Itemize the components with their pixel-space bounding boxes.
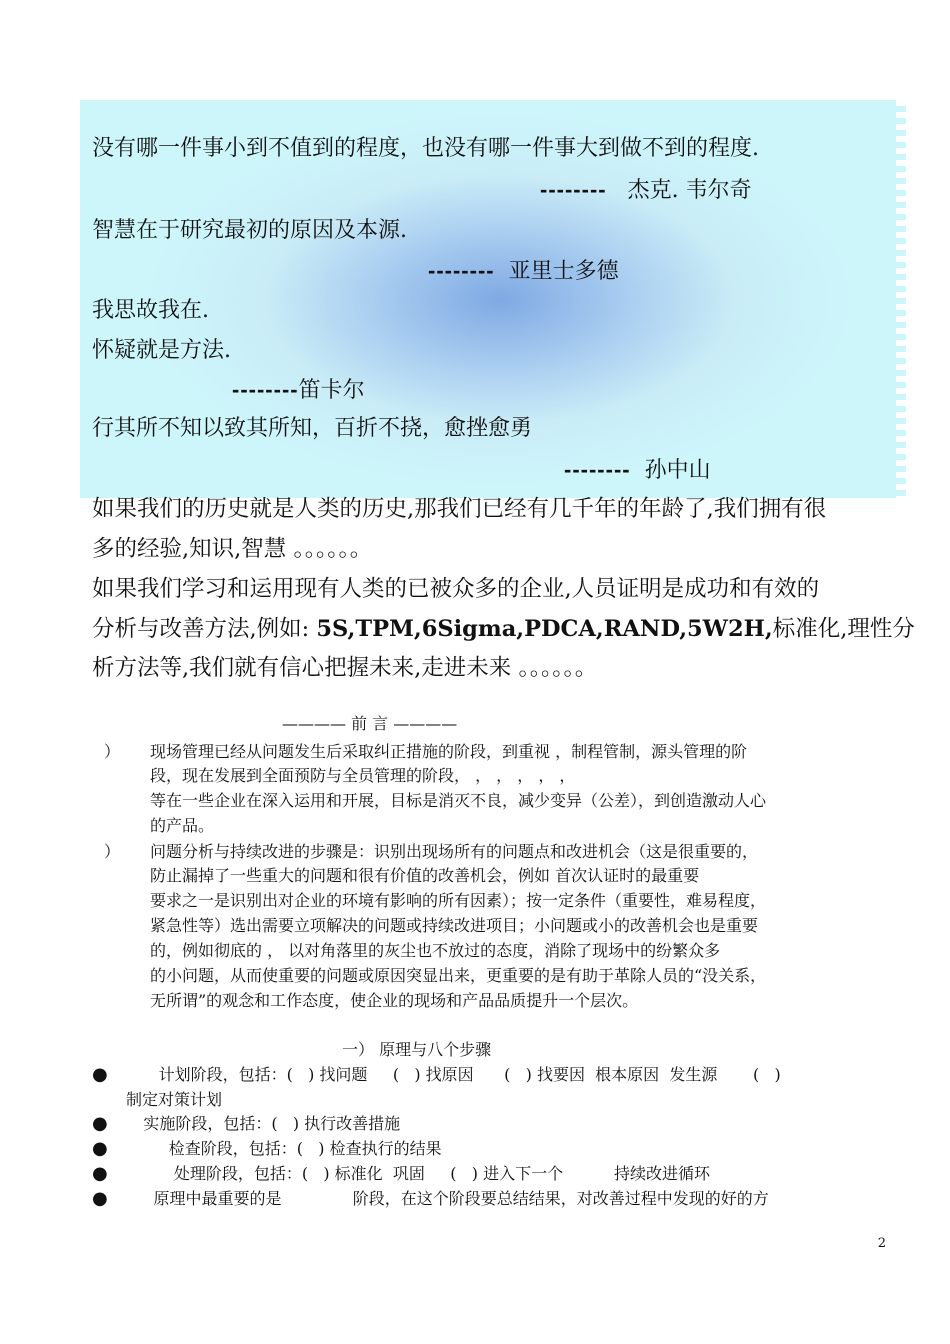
bullet-do: ● 实施阶段，包括：( ) 执行改善措施: [92, 1113, 401, 1134]
method-list: 5S,TPM,6Sigma,PDCA,RAND,5W2H,: [316, 616, 773, 642]
bullet-dot-icon: ●: [92, 1138, 108, 1159]
preface-title: ———— 前 言 ————: [282, 714, 458, 733]
preface-item2-line5: 的，例如彻底的 ， 以对角落里的灰尘也不放过的态度，消除了现场中的纷繁众多: [150, 941, 721, 960]
preface-item1-line3: 等在一些企业在深入运用和开展，目标是消灭不良，减少变异（公差），到创造激动人心: [150, 791, 767, 810]
bullet-dot-icon: ●: [92, 1188, 108, 1209]
section-title: 一） 原理与八个步骤: [342, 1040, 492, 1059]
quote-sunyatsen-attribution: -------- 孙中山: [564, 457, 711, 483]
quote-descartes-text1: 我思故我在.: [92, 298, 209, 323]
bullet-most-important: ● 原理中最重要的是 阶段，在这个阶段要总结结果，对改善过程中发现的好的方: [92, 1188, 769, 1209]
quote-aristotle-attribution: -------- 亚里士多德: [428, 258, 619, 284]
preface-item1-line1: 现场管理已经从问题发生后采取纠正措施的阶段，到重视 ，制程管制，源头管理的阶: [150, 742, 748, 761]
bullet-dot-icon: ●: [92, 1064, 108, 1085]
quote-welch-text: 没有哪一件事小到不值到的程度，也没有哪一件事大到做不到的程度.: [92, 136, 759, 161]
bullet-plan-cont: 制定对策计划: [126, 1090, 223, 1109]
intro-p2-line2: 分析与改善方法,例如: 5S,TPM,6Sigma,PDCA,RAND,5W2H,标准化,理性分: [92, 616, 915, 642]
preface-item2-line2: 防止漏掉了一些重大的问题和很有价值的改善机会，例如 首次认证时的最重要: [150, 866, 700, 885]
preface-item1-line2: 段，现在发展到全面预防与全员管理的阶段， ， ， ， ， ，: [150, 766, 576, 785]
preface-item2-line6: 的小问题，从而使重要的问题或原因突显出来，更重要的是有助于革除人员的“没关系，: [150, 966, 767, 985]
intro-p2-line1: 如果我们学习和运用现有人类的已被众多的企业,人员证明是成功和有效的: [92, 576, 820, 602]
bullet-dot-icon: ●: [92, 1163, 108, 1184]
preface-item2-line7: 无所谓”的观念和工作态度，使企业的现场和产品品质提升一个层次。: [150, 991, 639, 1010]
intro-p2-line3: 析方法等,我们就有信心把握未来,走进未来 。。。。。。: [92, 655, 598, 681]
intro-p1-line2: 多的经验,知识,智慧 。。。。。。: [92, 536, 373, 562]
preface-item2-marker: ）: [104, 842, 121, 861]
preface-item2-line4: 紧急性等）选出需要立项解决的问题或持续改进项目；小问题或小的改善机会也是重要: [150, 916, 759, 935]
quote-welch-attribution: -------- 杰克. 韦尔奇: [540, 177, 752, 203]
quote-sunyatsen-text: 行其所不知以致其所知，百折不挠，愈挫愈勇: [92, 416, 533, 441]
preface-item2-line3: 要求之一是识别出对企业的环境有影响的所有因素）；按一定条件（重要性，难易程度，: [150, 891, 767, 910]
preface-item2-line1: 问题分析与持续改进的步骤是：识别出现场所有的问题点和改进机会（这是很重要的，: [150, 842, 759, 861]
page-number: 2: [877, 1236, 886, 1251]
preface-item1-marker: ）: [104, 742, 121, 761]
preface-item1-line4: 的产品。: [150, 816, 215, 835]
panel-edge-stripe: [896, 100, 906, 498]
bullet-act: ● 处理阶段，包括：( ) 标准化 巩固 ( ) 进入下一个 持续改进循环: [92, 1163, 710, 1184]
bullet-dot-icon: ●: [92, 1113, 108, 1134]
bullet-check: ● 检查阶段，包括：( ) 检查执行的结果: [92, 1138, 442, 1159]
bullet-plan: ● 计划阶段，包括：( ) 找问题 ( ) 找原因 ( ) 找要因 根本原因 发生源 ( ): [92, 1064, 781, 1085]
quote-aristotle-text: 智慧在于研究最初的原因及本源.: [92, 218, 407, 243]
quote-descartes-text2: 怀疑就是方法.: [92, 338, 231, 363]
intro-p1-line1: 如果我们的历史就是人类的历史,那我们已经有几千年的年龄了,我们拥有很: [92, 496, 827, 522]
quote-descartes-attribution: --------笛卡尔: [232, 377, 365, 403]
